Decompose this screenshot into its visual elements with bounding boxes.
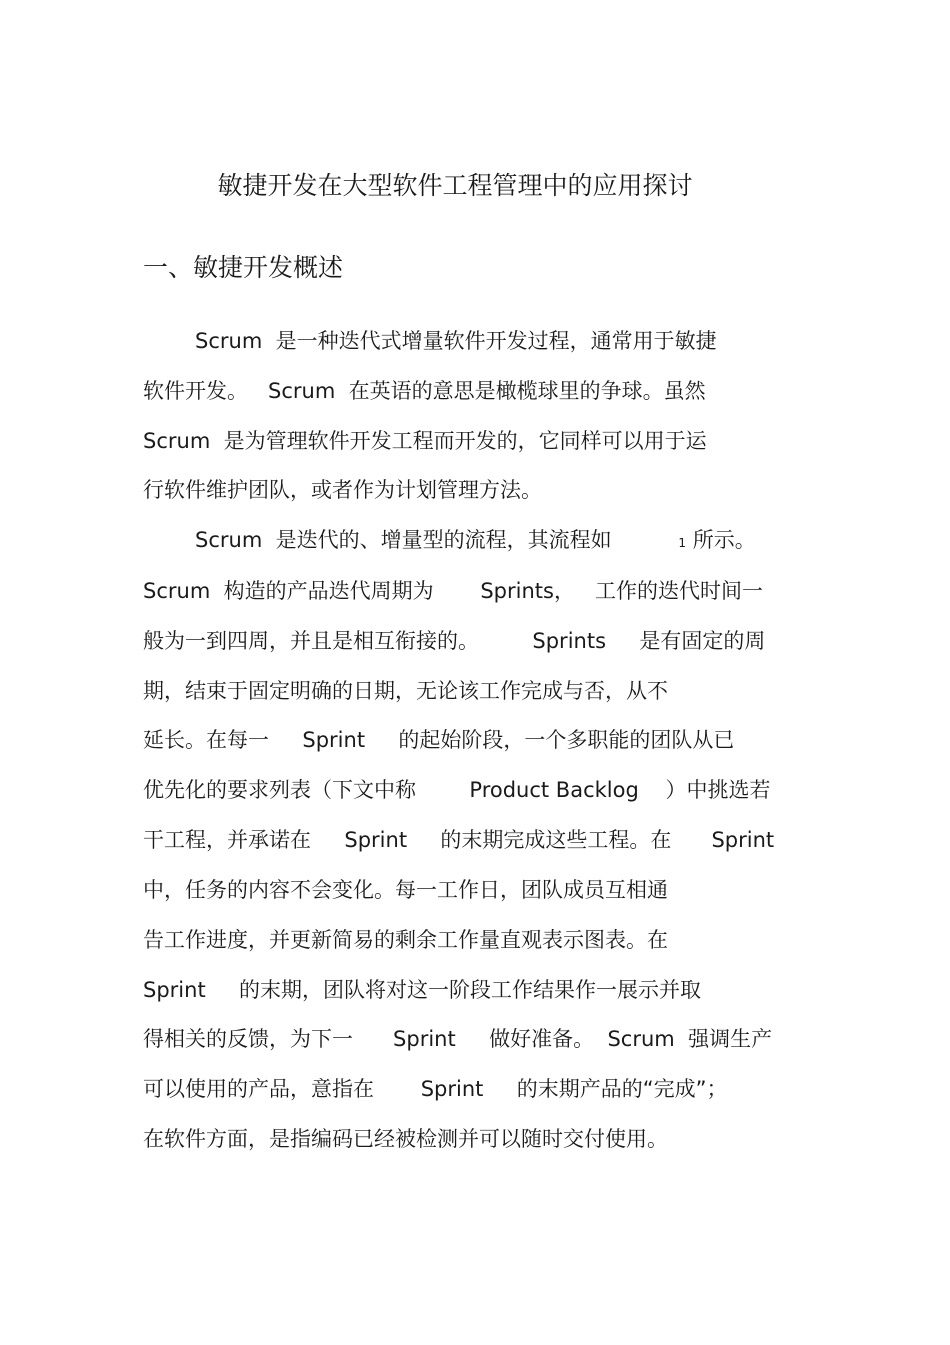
paragraph-2-line-2: Scrum 构造的产品迭代周期为 Sprints， 工作的迭代时间一 [143, 579, 763, 603]
paragraph-2-line-8: 中，任务的内容不会变化。每一工作日，团队成员互相通 [143, 878, 668, 902]
paragraph-1-line-2: 软件开发。 Scrum 在英语的意思是橄榄球里的争球。虽然 [143, 379, 706, 403]
paragraph-2-line-4: 期，结束于固定明确的日期，无论该工作完成与否，从不 [143, 679, 668, 703]
section-heading: 一、敏捷开发概述 [143, 253, 344, 282]
paragraph-2-line-10: Sprint 的末期，团队将对这一阶段工作结果作一展示并取 [143, 978, 702, 1002]
paragraph-2-line-3: 般为一到四周，并且是相互衔接的。 Sprints 是有固定的周 [143, 629, 766, 653]
paragraph-1-line-3: Scrum 是为管理软件开发工程而开发的，它同样可以用于运 [143, 429, 707, 453]
paragraph-2-line-11: 得相关的反馈，为下一 Sprint 做好准备。 Scrum 强调生产 [143, 1027, 773, 1051]
paragraph-2-line-6: 优先化的要求列表（下文中称 Product Backlog ）中挑选若 [143, 778, 771, 802]
paragraph-2-line-12: 可以使用的产品，意指在 Sprint 的末期产品的“完成”； [143, 1077, 728, 1101]
paragraph-2-line-1-tail: 所示。 [686, 528, 756, 552]
paragraph-2-line-5: 延长。在每一 Sprint 的起始阶段，一个多职能的团队从已 [143, 728, 735, 752]
paragraph-2-line-7: 干工程，并承诺在 Sprint 的末期完成这些工程。在 Sprint [143, 828, 775, 852]
document-title: 敏捷开发在大型软件工程管理中的应用探讨 [217, 171, 693, 200]
paragraph-2-line-9: 告工作进度，并更新简易的剩余工作量直观表示图表。在 [143, 928, 668, 952]
paragraph-1-line-1: Scrum 是一种迭代式增量软件开发过程，通常用于敏捷 [195, 329, 717, 353]
paragraph-2-line-1 [195, 523, 756, 557]
figure-reference: 1 [678, 536, 687, 550]
paragraph-1-line-4: 行软件维护团队，或者作为计划管理方法。 [143, 478, 542, 502]
paragraph-2-line-1-text: Scrum 是迭代的、增量型的流程，其流程如 [195, 528, 679, 552]
paragraph-2-line-13: 在软件方面，是指编码已经被检测并可以随时交付使用。 [143, 1127, 668, 1151]
